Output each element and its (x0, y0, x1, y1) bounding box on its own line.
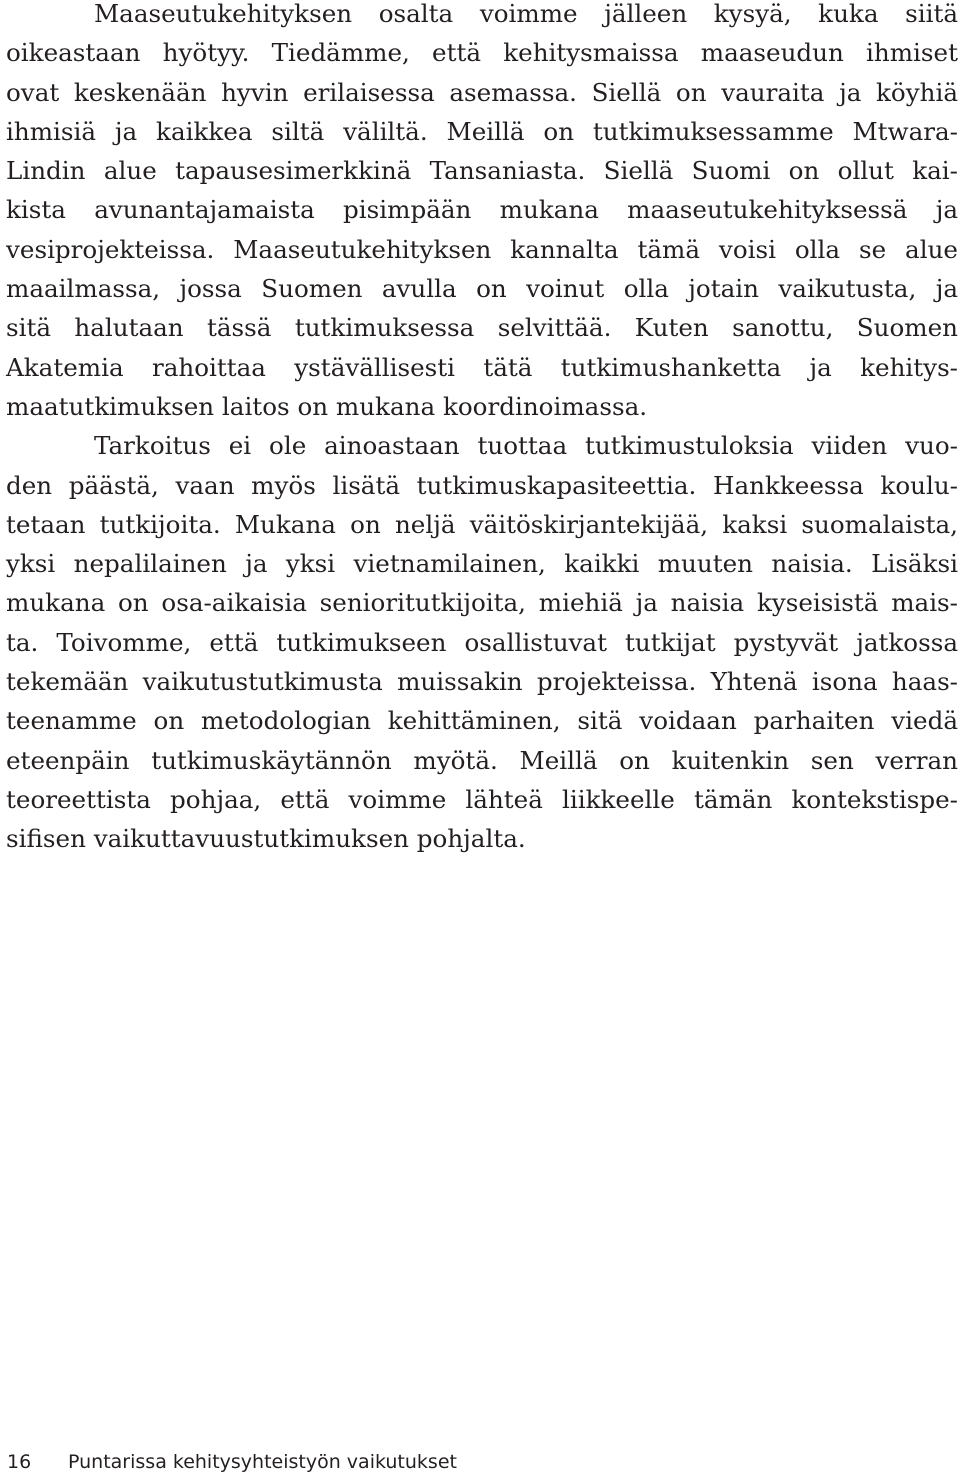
paragraph-1-line-4: ihmisiä ja kaikkea siltä väliltä. Meillä on tutkimuksessamme Mtwara- (6, 116, 958, 146)
paragraph-2-line-11: sifisen vaikuttavuustutkimuksen pohjalta. (6, 824, 526, 854)
paragraph-2-line-3: tetaan tutkijoita. Mukana on neljä väitöskirjantekijää, kaksi suomalaista, (6, 509, 958, 539)
paragraph-1-line-3: ovat keskenään hyvin erilaisessa asemassa. Siellä on vauraita ja köyhiä (6, 77, 958, 107)
paragraph-1-line-10: Akatemia rahoittaa ystävällisesti tätä tutkimushanketta ja kehitys- (6, 352, 958, 382)
paragraph-1-line-9: sitä halutaan tässä tutkimuksessa selvittää. Kuten sanottu, Suomen (6, 313, 958, 343)
paragraph-2-line-6: ta. Toivomme, että tutkimukseen osallistuvat tutkijat pystyvät jatkossa (6, 627, 958, 657)
paragraph-1-line-11: maatutkimuksen laitos on mukana koordinoimassa. (6, 391, 648, 421)
paragraph-2-line-7: tekemään vaikutustutkimusta muissakin projekteissa. Yhtenä isona haas- (6, 667, 958, 697)
body-text (6, 0, 958, 859)
paragraph-1-line-7: vesiprojekteissa. Maaseutukehityksen kannalta tämä voisi olla se alue (6, 234, 958, 264)
paragraph-2-line-5: mukana on osa-aikaisia senioritutkijoita, miehiä ja naisia kyseisistä mais- (6, 588, 958, 618)
paragraph-2-line-1: Tarkoitus ei ole ainoastaan tuottaa tutkimustuloksia viiden vuo- (94, 431, 958, 461)
paragraph-1-line-1: Maaseutukehityksen osalta voimme jälleen kysyä, kuka siitä (94, 0, 958, 28)
paragraph-1-line-8: maailmassa, jossa Suomen avulla on voinut olla jotain vaikutusta, ja (6, 274, 958, 304)
paragraph-1-line-5: Lindin alue tapausesimerkkinä Tansaniasta. Siellä Suomi on ollut kai- (6, 156, 958, 186)
paragraph-2-line-4: yksi nepalilainen ja yksi vietnamilainen, kaikki muuten naisia. Lisäksi (6, 549, 958, 579)
paragraph-1-line-6: kista avunantajamaista pisimpään mukana maaseutukehityksessä ja (6, 195, 958, 225)
running-title: Puntarissa kehitysyhteistyön vaikutukset (68, 1451, 457, 1473)
paragraph-2-line-10: teoreettista pohjaa, että voimme lähteä liikkeelle tämän kontekstispe- (6, 784, 958, 814)
paragraph-2-line-9: eteenpäin tutkimuskäytännön myötä. Meillä on kuitenkin sen verran (6, 745, 958, 775)
paragraph-2-line-8: teenamme on metodologian kehittäminen, sitä voidaan parhaiten viedä (6, 706, 958, 736)
paragraph-1-line-2: oikeastaan hyötyy. Tiedämme, että kehitysmaissa maaseudun ihmiset (6, 38, 958, 68)
paragraph-2-line-2: den päästä, vaan myös lisätä tutkimuskapasiteettia. Hankkeessa koulu- (6, 470, 958, 500)
page-number: 16 (7, 1451, 32, 1473)
